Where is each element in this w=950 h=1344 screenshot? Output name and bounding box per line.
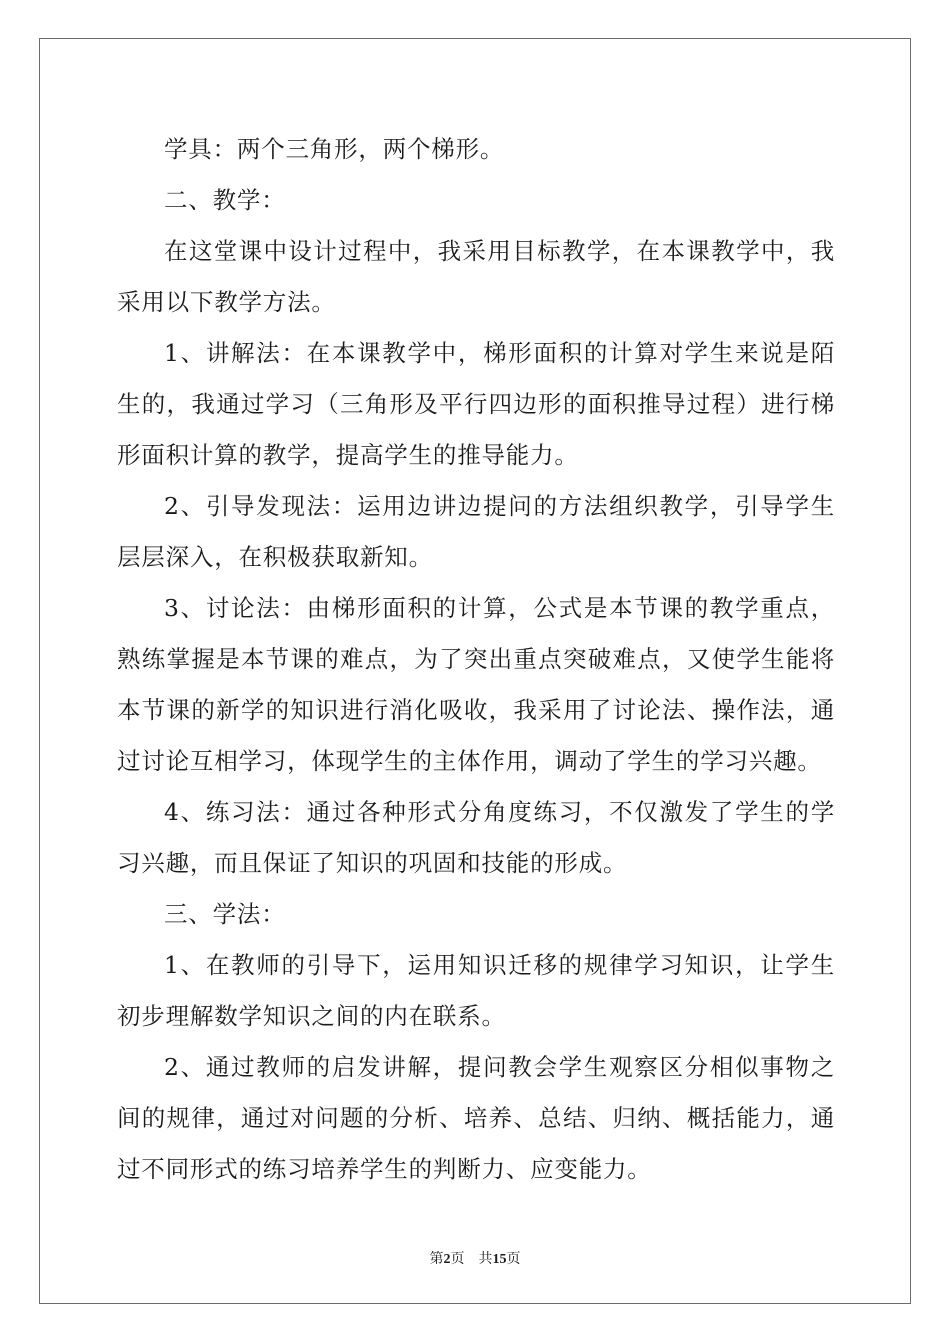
document-body bbox=[117, 124, 835, 1195]
paragraph: 学具：两个三角形，两个梯形。 bbox=[164, 135, 505, 163]
total-prefix: 共 bbox=[478, 1251, 493, 1267]
section-heading: 三、学法： bbox=[164, 900, 286, 928]
paragraph: 1、在教师的引导下，运用知识迁移的规律学习知识，让学生初步理解数学知识之间的内在联系。 bbox=[117, 951, 835, 1030]
total-suffix: 页 bbox=[506, 1251, 521, 1267]
paragraph: 在这堂课中设计过程中，我采用目标教学，在本课教学中，我采用以下教学方法。 bbox=[117, 237, 835, 316]
paragraph: 2、通过教师的启发讲解，提问教会学生观察区分相似事物之间的规律，通过对问题的分析、培养、总结、归纳、概括能力，通过不同形式的练习培养学生的判断力、应变能力。 bbox=[117, 1053, 835, 1183]
page-number: 2 bbox=[443, 1252, 451, 1267]
paragraph: 2、引导发现法：运用边讲边提问的方法组织教学，引导学生层层深入，在积极获取新知。 bbox=[117, 492, 835, 571]
paragraph: 4、练习法：通过各种形式分角度练习，不仅激发了学生的学习兴趣，而且保证了知识的巩固和技能的形成。 bbox=[117, 798, 835, 877]
paragraph: 1、讲解法：在本课教学中，梯形面积的计算对学生来说是陌生的，我通过学习（三角形及平行四边形的面积推导过程）进行梯形面积计算的教学，提高学生的推导能力。 bbox=[117, 339, 835, 469]
page-prefix: 第 bbox=[429, 1251, 444, 1267]
page-footer bbox=[0, 1248, 950, 1268]
total-pages: 15 bbox=[492, 1252, 507, 1267]
section-heading: 二、教学： bbox=[164, 186, 286, 214]
paragraph: 3、讨论法：由梯形面积的计算，公式是本节课的教学重点，熟练掌握是本节课的难点，为了突出重点突破难点，又使学生能将本节课的新学的知识进行消化吸收，我采用了讨论法、操作法，通过讨论互相学习，体现学生的主体作用，调动了学生的学习兴趣。 bbox=[117, 594, 835, 775]
page-suffix: 页 bbox=[450, 1251, 465, 1267]
